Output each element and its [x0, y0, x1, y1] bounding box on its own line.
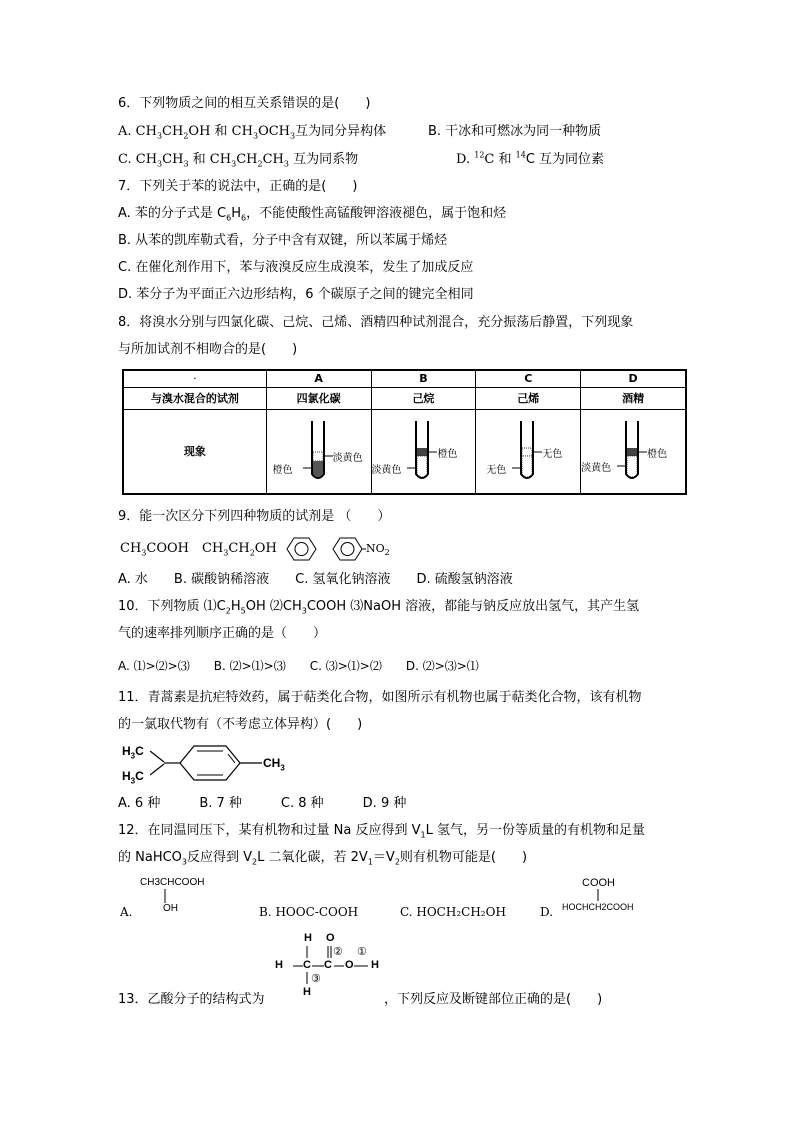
- tube-cell-a: [266, 409, 371, 494]
- q12-option-a-bond: [163, 889, 167, 903]
- benzene-structure: [284, 536, 320, 562]
- methyl-top-label: $H_3C$: [122, 744, 144, 761]
- methyl-bottom-label: $H_3C$: [122, 769, 144, 786]
- q7-stem: 7．下列关于苯的说法中，正确的是( ): [118, 179, 358, 194]
- nitrobenzene-structure: [330, 536, 366, 562]
- tube-d-lower-label: 淡黄色: [581, 463, 612, 475]
- q12-option-a-oh: OH: [163, 903, 178, 914]
- tube-d-upper-label: 橙色: [647, 449, 668, 461]
- tube-b-lower-label: 淡黄色: [371, 465, 402, 477]
- q10-stem-line1: 10．下列物质 $⑴C_2H_5OH$ $⑵CH_3COOH$ ⑶NaOH 溶液，都能与钠反应放出氢气，其产生氢: [118, 599, 640, 616]
- tube-c-upper-label: 无色: [542, 449, 563, 461]
- header-c: C: [476, 370, 581, 387]
- row-phenomenon-label: 现象: [123, 409, 266, 494]
- q7-option-a: A. 苯的分子式是 $C_6H_6$，不能使酸性高锰酸钾溶液褪色，属于饱和烃: [118, 206, 507, 223]
- q9-options: A. 水 B. 碳酸钠稀溶液 C. 氢氧化钠溶液 D. 硫酸氢钠溶液: [118, 572, 513, 587]
- q6-stem: 6．下列物质之间的相互关系错误的是( ): [118, 96, 371, 111]
- nitro-group-label: $NO_2$: [366, 542, 390, 558]
- q7-option-c: C. 在催化剂作用下，苯与液溴反应生成溴苯，发生了加成反应: [118, 260, 474, 275]
- table-corner: ·: [123, 370, 266, 387]
- tube-c-lower-label: 无色: [486, 465, 507, 477]
- q7-option-d: D. 苯分子为平面正六边形结构，6 个碳原子之间的键完全相同: [118, 287, 474, 302]
- acetic-h-right: H: [371, 959, 379, 971]
- q11-stem-line2: 的一氯取代物有（不考虑立体异构）( ): [118, 717, 363, 732]
- bond-marker-2: ②: [333, 946, 343, 958]
- q8-stem-line2: 与所加试剂不相吻合的是( ): [118, 342, 298, 357]
- reagent-c: 己烯: [476, 387, 581, 409]
- tube-a-lower-label: 橙色: [272, 465, 293, 477]
- q12-option-d-bond: [596, 889, 600, 901]
- q9-ethanol: $CH_3CH_2OH$: [202, 541, 277, 558]
- q6-option-d: D. $^{12}$C 和 $^{14}$C 互为同位素: [456, 150, 605, 167]
- tube-cell-d: [581, 409, 686, 494]
- header-d: D: [581, 370, 686, 387]
- q13-stem-part2: ，下列反应及断键部位正确的是( ): [384, 992, 603, 1007]
- acetic-h-left: H: [275, 959, 283, 971]
- q12-stem-line2: 的 NaHCO$_3$反应得到 $V_2L$ 二氧化碳，若 $2V_1=V_2$则有机物可能是( ): [118, 850, 528, 867]
- test-tube-d: [583, 416, 683, 486]
- header-a: A: [266, 370, 371, 387]
- q6-option-a: A. $CH_3CH_2OH$ 和 $CH_3OCH_3$互为同分异构体: [118, 124, 387, 141]
- q11-stem-line1: 11．青蒿素是抗疟特效药，属于萜类化合物，如图所示有机物也属于萜类化合物，该有机物: [118, 690, 642, 705]
- q7-option-b: B. 从苯的凯库勒式看，分子中含有双键，所以苯属于烯烃: [118, 233, 448, 248]
- acetic-h-bottom: H: [303, 986, 311, 998]
- acetic-o-mid: O: [345, 959, 354, 971]
- q12-stem-line1: 12．在同温同压下，某有机物和过量 Na 反应得到 $V_1L$ 氢气，另一份等质量的有机物和足量: [118, 823, 646, 840]
- q12-option-c: C. HOCH₂CH₂OH: [400, 905, 506, 919]
- header-b: B: [371, 370, 476, 387]
- bond-marker-3: ③: [311, 973, 321, 985]
- q9-acetic-acid: $CH_3COOH$: [120, 541, 189, 558]
- bond-marker-1: ①: [357, 946, 367, 958]
- acetic-c2: C: [324, 959, 332, 971]
- q8-experiment-table: [122, 369, 687, 495]
- reagent-a: 四氯化碳: [266, 387, 371, 409]
- q13-stem-part1: 13．乙酸分子的结构式为: [118, 992, 265, 1007]
- q12-option-a-formula: CH3CHCOOH: [140, 877, 205, 888]
- acetic-h-top: H: [304, 932, 312, 944]
- reagent-d: 酒精: [581, 387, 686, 409]
- q8-stem-line1: 8．将溴水分别与四氯化碳、己烷、己烯、酒精四种试剂混合，充分振荡后静置，下列现象: [118, 315, 634, 330]
- q6-option-b: B. 干冰和可燃冰为同一种物质: [428, 124, 602, 139]
- p-cymene-structure: [150, 742, 265, 786]
- q10-stem-line2: 气的速率排列顺序正确的是（ ）: [118, 626, 327, 641]
- tube-a-upper-label: 淡黄色: [332, 453, 363, 465]
- q12-option-d-formula: HOCHCH2COOH: [562, 902, 634, 912]
- tube-b-upper-label: 橙色: [437, 449, 458, 461]
- q10-options: A. ⑴>⑵>⑶ B. ⑵>⑴>⑶ C. ⑶>⑴>⑵ D. ⑵>⑶>⑴: [118, 659, 479, 673]
- q12-option-d-cooh: COOH: [582, 877, 615, 889]
- tube-cell-b: [371, 409, 476, 494]
- q12-option-b: B. HOOC-COOH: [259, 905, 359, 919]
- q11-options: A. 6 种 B. 7 种 C. 8 种 D. 9 种: [118, 796, 407, 811]
- reagent-b: 己烷: [371, 387, 476, 409]
- tube-cell-c: [476, 409, 581, 494]
- q12-option-a-label: A.: [120, 905, 133, 919]
- q9-stem: 9．能一次区分下列四种物质的试剂是 （ ）: [118, 509, 391, 524]
- q6-option-c: C. $CH_3CH_3$ 和 $CH_3CH_2CH_3$ 互为同系物: [118, 152, 359, 169]
- methyl-right-label: $CH_3$: [263, 756, 285, 773]
- row-reagent-label: 与溴水混合的试剂: [123, 387, 266, 409]
- acetic-o-top: O: [326, 932, 335, 944]
- q12-option-d-label: D.: [540, 905, 554, 919]
- acetic-c1: C: [303, 959, 311, 971]
